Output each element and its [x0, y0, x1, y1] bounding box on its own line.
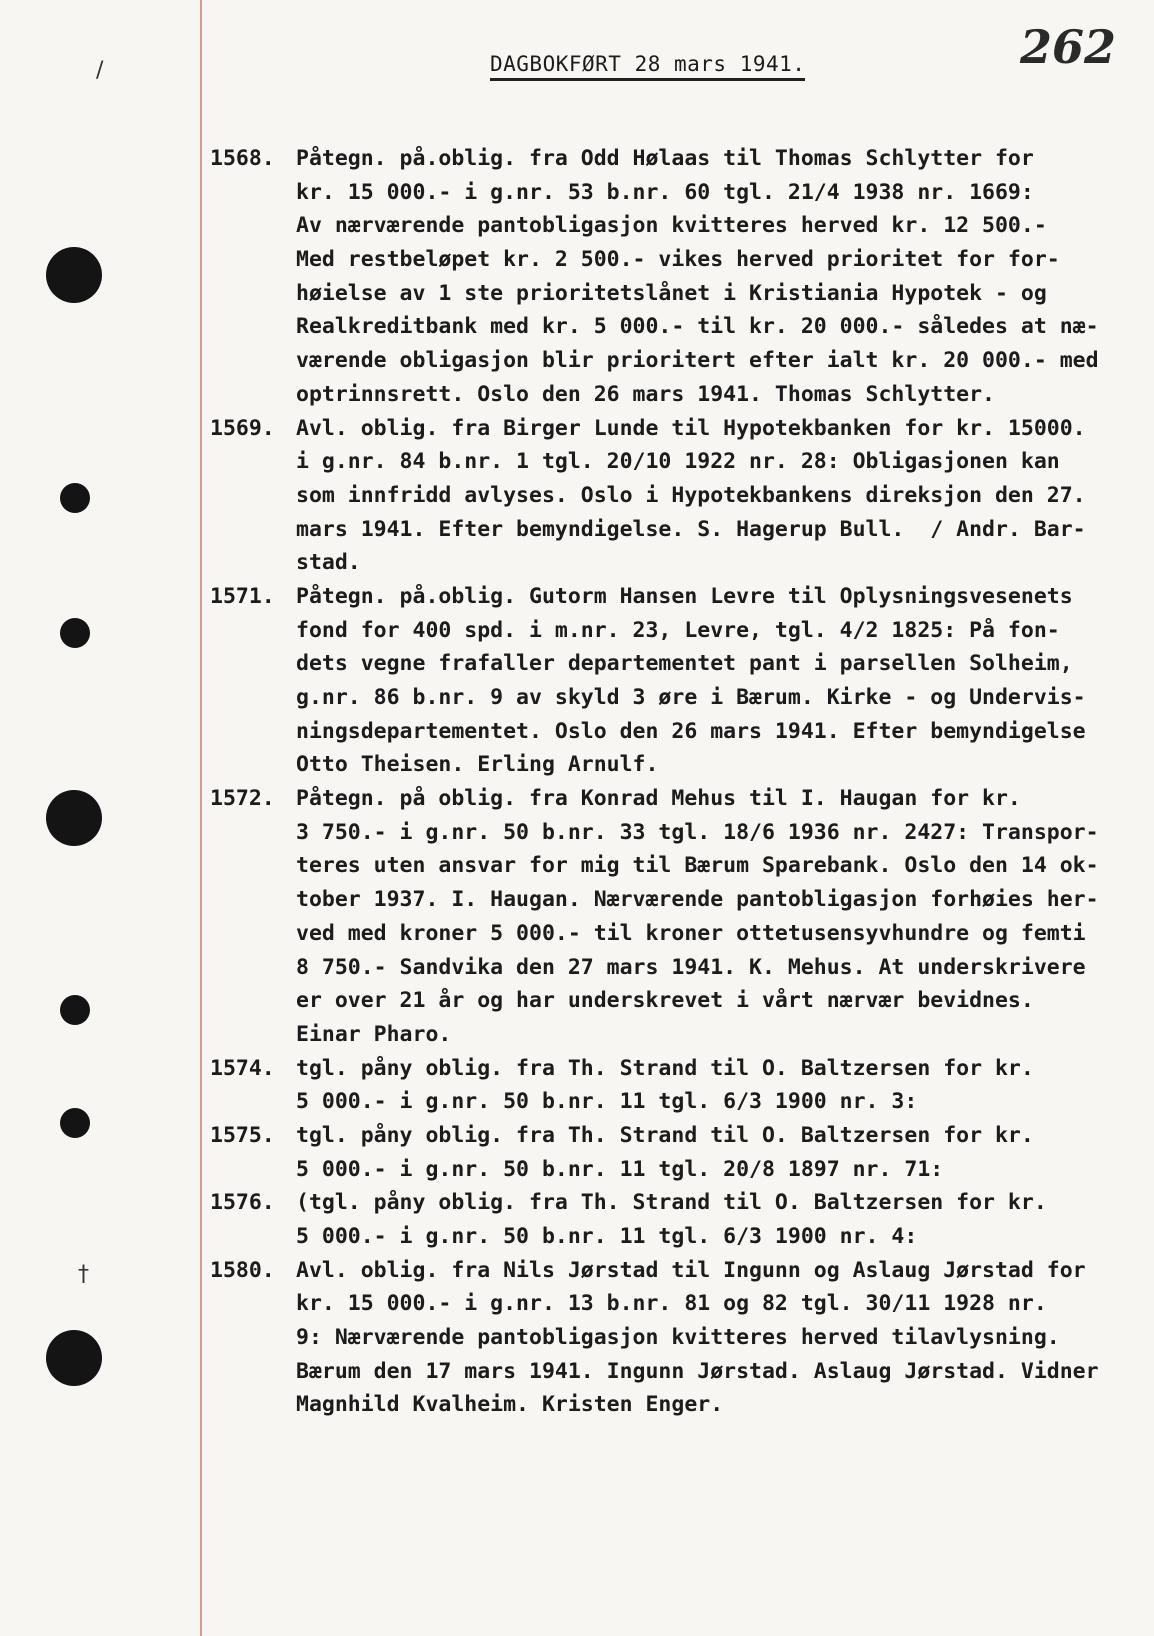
entry-line: 3 750.- i g.nr. 50 b.nr. 33 tgl. 18/6 1936 nr. 2427: Transpor- [296, 819, 1099, 845]
ledger-entries [210, 142, 1145, 1422]
entry-line: Otto Theisen. Erling Arnulf. [296, 752, 659, 778]
entry-text [296, 580, 1145, 782]
ledger-entry [210, 782, 1145, 1052]
entry-line: optrinnsrett. Oslo den 26 mars 1941. Thomas Schlytter. [296, 381, 995, 407]
entry-line: Påtegn. på.oblig. fra Odd Hølaas til Thomas Schlytter for [296, 146, 1034, 171]
entry-line: tgl. påny oblig. fra Th. Strand til O. Baltzersen for kr. [296, 1055, 1034, 1081]
entry-line: dets vegne frafaller departementet pant i parsellen Solheim, [296, 651, 1073, 677]
entry-text [296, 1119, 1145, 1186]
entry-number: 1575. [210, 1122, 275, 1148]
entry-line: Påtegn. på oblig. fra Konrad Mehus til I. Haugan for kr. [296, 786, 1021, 812]
punch-hole [60, 995, 90, 1025]
entry-line: stad. [296, 550, 361, 576]
ledger-entry [210, 1052, 1145, 1119]
ledger-entry [210, 1254, 1145, 1422]
entry-line: fond for 400 spd. i m.nr. 23, Levre, tgl. 4/2 1825: På fon- [296, 617, 1060, 643]
page-number: 262 [1020, 20, 1117, 74]
entry-line: 5 000.- i g.nr. 50 b.nr. 11 tgl. 6/3 1900 nr. 4: [296, 1224, 918, 1249]
ledger-entry [210, 142, 1145, 412]
entry-text [296, 142, 1145, 412]
entry-text [296, 412, 1145, 580]
punch-hole [60, 483, 90, 513]
entry-line: Påtegn. på.oblig. Gutorm Hansen Levre til Oplysningsvesenets [296, 583, 1073, 609]
punch-hole [46, 247, 102, 303]
entry-line: Av nærværende pantobligasjon kvitteres herved kr. 12 500.- [296, 213, 1047, 239]
entry-line: 9: Nærværende pantobligasjon kvitteres herved tilavlysning. [296, 1325, 1060, 1351]
entry-line: ningsdepartementet. Oslo den 26 mars 1941. Efter bemyndigelse [296, 718, 1086, 744]
entry-line: kr. 15 000.- i g.nr. 13 b.nr. 81 og 82 tgl. 30/11 1928 nr. [296, 1291, 1047, 1317]
entry-text [296, 1052, 1145, 1119]
ledger-entry [210, 412, 1145, 580]
punch-hole [60, 1108, 90, 1138]
entry-line: Avl. oblig. fra Nils Jørstad til Ingunn og Aslaug Jørstad for [296, 1257, 1086, 1283]
entry-number: 1571. [210, 583, 275, 609]
entry-number: 1574. [210, 1055, 275, 1081]
entry-line: værende obligasjon blir prioritert efter ialt kr. 20 000.- med [296, 348, 1099, 374]
page-header: DAGBOKFØRT 28 mars 1941. [490, 52, 805, 81]
entry-number: 1576. [210, 1190, 275, 1216]
ledger-entry [210, 1186, 1145, 1253]
entry-line: g.nr. 86 b.nr. 9 av skyld 3 øre i Bærum. Kirke - og Undervis- [296, 685, 1086, 710]
entry-line: høielse av 1 ste prioritetslånet i Kristiania Hypotek - og [296, 280, 1047, 306]
entry-line: i g.nr. 84 b.nr. 1 tgl. 20/10 1922 nr. 28: Obligasjonen kan [296, 449, 1060, 475]
entry-line: ved med kroner 5 000.- til kroner ottetusensyvhundre og femti [296, 920, 1086, 946]
entry-number: 1568. [210, 146, 275, 171]
entry-line: kr. 15 000.- i g.nr. 53 b.nr. 60 tgl. 21/4 1938 nr. 1669: [296, 179, 1034, 205]
entry-line: Avl. oblig. fra Birger Lunde til Hypotekbanken for kr. 15000. [296, 415, 1086, 441]
entry-line: tober 1937. I. Haugan. Nærværende pantobligasjon forhøies her- [296, 887, 1099, 913]
ledger-entry [210, 1119, 1145, 1186]
entry-number: 1569. [210, 415, 275, 441]
entry-line: 5 000.- i g.nr. 50 b.nr. 11 tgl. 6/3 1900 nr. 3: [296, 1089, 918, 1115]
entry-line: (tgl. påny oblig. fra Th. Strand til O. Baltzersen for kr. [296, 1190, 1047, 1216]
entry-line: Realkreditbank med kr. 5 000.- til kr. 20 000.- således at næ- [296, 314, 1099, 340]
entry-text [296, 782, 1145, 1052]
entry-line: Med restbeløpet kr. 2 500.- vikes herved prioritet for for- [296, 247, 1060, 273]
punch-hole [46, 790, 102, 846]
entry-line: er over 21 år og har underskrevet i vårt nærvær bevidnes. [296, 988, 1034, 1014]
ledger-entry [210, 580, 1145, 782]
punch-hole [60, 618, 90, 648]
entry-line: 8 750.- Sandvika den 27 mars 1941. K. Mehus. At underskrivere [296, 954, 1086, 980]
punch-hole [46, 1330, 102, 1386]
entry-number: 1580. [210, 1257, 275, 1283]
entry-line: tgl. påny oblig. fra Th. Strand til O. Baltzersen for kr. [296, 1122, 1034, 1148]
entry-number: 1572. [210, 786, 275, 812]
entry-line: 5 000.- i g.nr. 50 b.nr. 11 tgl. 20/8 1897 nr. 71: [296, 1156, 944, 1182]
margin-line [200, 0, 202, 1636]
entry-text [296, 1254, 1145, 1422]
entry-line: Bærum den 17 mars 1941. Ingunn Jørstad. Aslaug Jørstad. Vidner [296, 1358, 1099, 1384]
entry-line: som innfridd avlyses. Oslo i Hypotekbankens direksjon den 27. [296, 482, 1086, 508]
entry-line: teres uten ansvar for mig til Bærum Sparebank. Oslo den 14 ok- [296, 853, 1099, 879]
margin-mark: † [78, 1262, 89, 1287]
entry-line: mars 1941. Efter bemyndigelse. S. Hagerup Bull. / Andr. Bar- [296, 516, 1086, 542]
entry-line: Einar Pharo. [296, 1021, 452, 1047]
margin-mark: / [96, 58, 104, 83]
entry-line: Magnhild Kvalheim. Kristen Enger. [296, 1392, 724, 1418]
entry-text [296, 1186, 1145, 1253]
